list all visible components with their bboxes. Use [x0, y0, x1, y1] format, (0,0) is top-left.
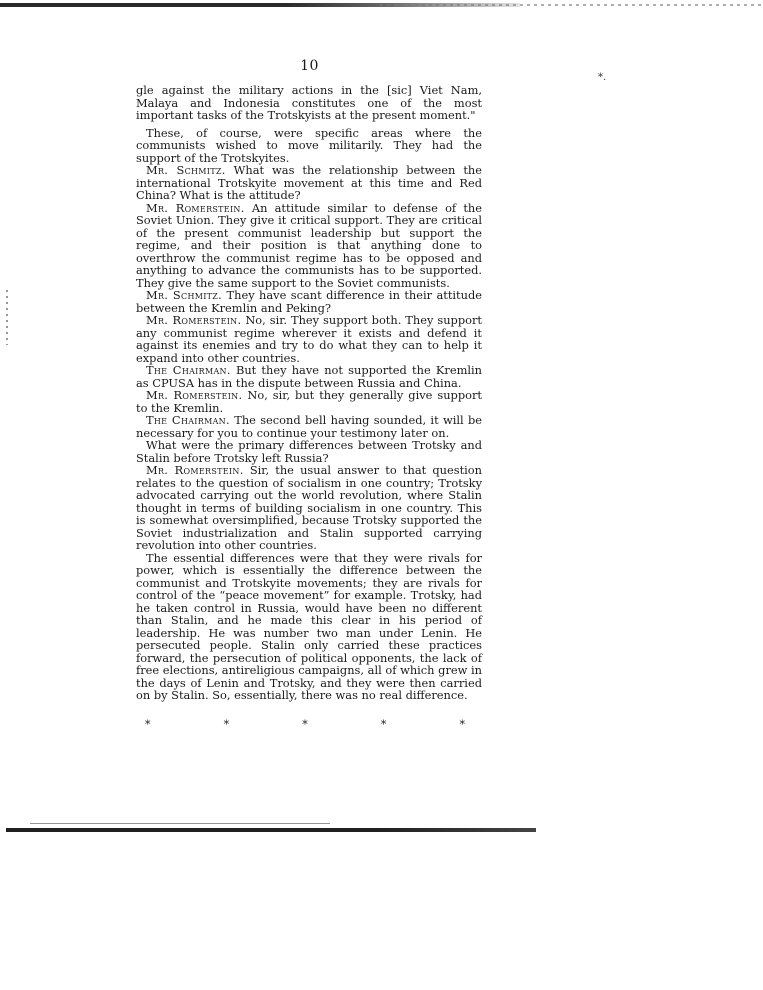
- paragraph-text: What were the primary differences between Trotsky and Stalin before Trotsky left Russia?: [136, 438, 482, 465]
- asterisk: *: [145, 718, 151, 731]
- paragraph: [136, 164, 482, 202]
- speaker: Mr. Romerstein.: [146, 313, 242, 327]
- paragraph-text: The second bell having sounded, it will be necessary for you to continue your testimony later on.: [136, 413, 483, 440]
- paragraph: [136, 439, 482, 464]
- paragraph-text: An attitude similar to defense of the Soviet Union. They give it critical support. They are critical of the present communist leadership but support the regime, and their position is that anything done to overthrow the communist regime has to be opposed and anything to advance the communists has to be supported. They give the same support to the Soviet communists.: [136, 200, 482, 290]
- stray-mark: *.: [598, 72, 607, 83]
- scan-noise-bottom: [30, 823, 330, 824]
- speaker: The Chairman.: [146, 413, 230, 427]
- scan-noise-top: [380, 4, 763, 6]
- speaker: Mr. Romerstein.: [146, 463, 244, 477]
- paragraph: [136, 464, 482, 552]
- scan-noise-left: [6, 290, 8, 345]
- section-separator: [145, 718, 465, 731]
- paragraph-text: What was the relationship between the international Trotskyite movement at this time and Red China? What is the attitude?: [136, 163, 483, 202]
- speaker: The Chairman.: [146, 363, 231, 377]
- paragraph: [136, 202, 482, 290]
- paragraph: [136, 289, 482, 314]
- asterisk: *: [380, 718, 387, 731]
- paragraph-text: The essential differences were that they were rivals for power, which is essentially the difference between the communist and Trotskyite movements; they are rivals for control of the “peace movement” for example. Trotsky, had he taken control in Russia, would have been no different than Stalin, and he made this clear in his period of leadership. He was number two man under Lenin. He persecuted people. Stalin only carried these practices forward, the persecution of political opponents, the lack of free elections, antireligious campaigns, all of which grew in the days of Lenin and Trotsky, and they were then carried on by Stalin. So, essentially, there was no real difference.: [136, 550, 482, 702]
- asterisk: *: [223, 718, 230, 731]
- paragraph: [136, 84, 482, 122]
- paragraph: [136, 314, 482, 364]
- speaker: Mr. Schmitz.: [146, 163, 226, 177]
- speaker: Mr. Romerstein.: [146, 200, 245, 215]
- paragraph-text: No, sir. They support both. They support any communist regime wherever it exists and defend it against its enemies and try to do what they can to help it expand into other countries.: [136, 313, 482, 365]
- paragraph-text: They have scant difference in their attitude between the Kremlin and Peking?: [136, 288, 483, 315]
- page-number: 10: [300, 58, 319, 74]
- paragraph-text: No, sir, but they generally give support to the Kremlin.: [136, 388, 483, 415]
- paragraph-text: gle against the military actions in the [sic] Viet Nam, Malaya and Indonesia constitutes one of the most important tasks of the Trotskyists at the present moment.": [136, 83, 482, 122]
- speaker: Mr. Schmitz.: [146, 288, 223, 302]
- document-body: [136, 84, 482, 702]
- paragraph: [136, 127, 482, 165]
- paragraph: [136, 389, 482, 414]
- paragraph: [136, 552, 482, 702]
- asterisk: *: [459, 718, 465, 731]
- paragraph: [136, 414, 482, 439]
- scan-edge-bottom: [6, 828, 536, 832]
- speaker: Mr. Romerstein.: [146, 388, 243, 402]
- asterisk: *: [302, 718, 308, 731]
- paragraph-text: Sir, the usual answer to that question relates to the question of socialism in one country; Trotsky advocated carrying out the world revolution, where Stalin thought in terms of building socialism in one country. This is somewhat oversimplified, because Trotsky supported the Soviet industrialization and Stalin supported carrying revolution into other countries.: [136, 463, 482, 552]
- paragraph-text: These, of course, were specific areas where the communists wished to move militarily. They had the support of the Trotskyites.: [136, 125, 482, 165]
- paragraph: [136, 364, 482, 389]
- paragraph-text: But they have not supported the Kremlin as CPUSA has in the dispute between Russia and China.: [136, 363, 482, 390]
